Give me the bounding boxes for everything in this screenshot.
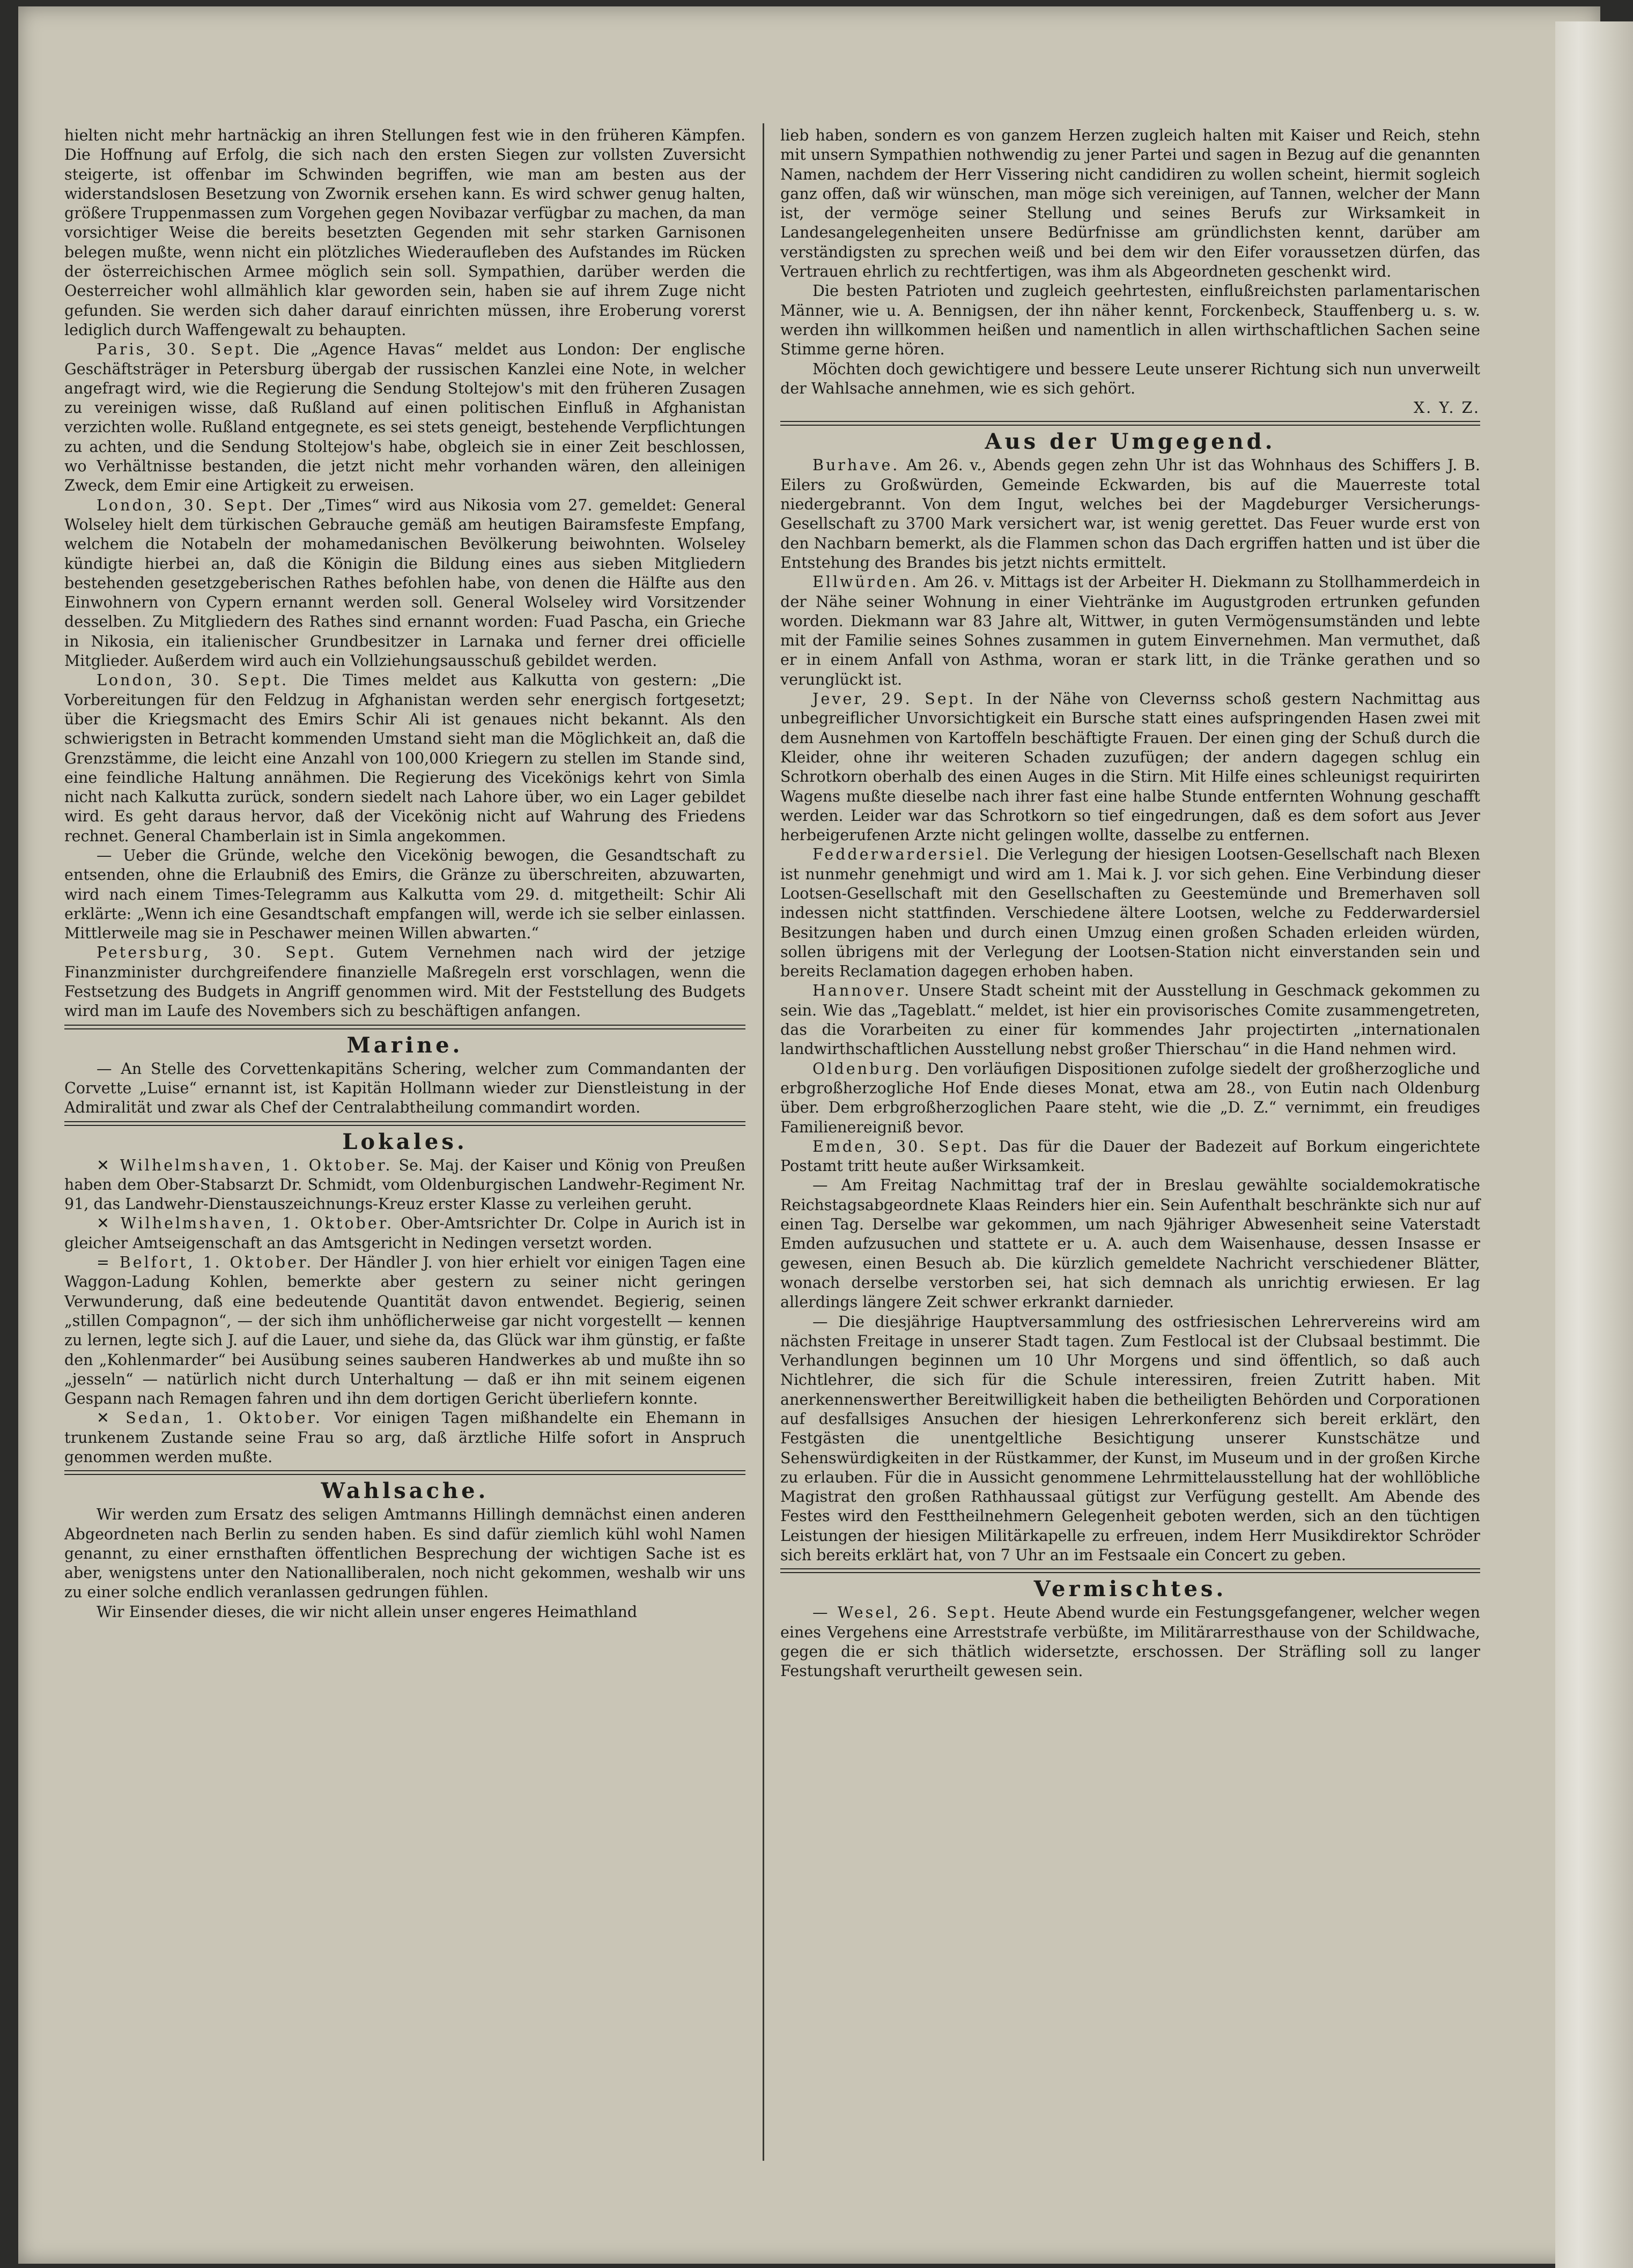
- dateline: Paris, 30. Sept.: [97, 340, 262, 359]
- article-paragraph: — An Stelle des Corvettenkapitäns Schering, welcher zum Commandanten der Corvette „Luise“ ernannt ist, ist Kapitän Hollmann wieder zur Dienstleistung in der Admiralität und zwar als Chef der Centralabtheilung commandirt worden.: [64, 1059, 745, 1117]
- left-column: [64, 126, 745, 1622]
- dateline: = Belfort, 1. Oktober.: [97, 1254, 314, 1272]
- section-rule: [780, 1568, 1480, 1573]
- dateline: Fedderwardersiel.: [812, 846, 991, 864]
- article-paragraph: London, 30. Sept. Der „Times“ wird aus Nikosia vom 27. gemeldet: General Wolseley hielt dem türkischen Gebrauche gemäß am heutigen Bairamsfeste Empfang, welchem die Notabeln der mohamedanischen Bevölkerung beiwohnten. Wolseley kündigte hierbei an, daß die Königin die Bildung eines aus sieben Mitgliedern bestehenden gesetzgeberischen Rathes befohlen habe, von denen die Hälfte aus den Einwohnern von Cypern ernannt werden soll. General Wolseley wird Vorsitzender desselben. Zu Mitgliedern des Rathes sind ernannt worden: Fuad Pascha, ein Grieche in Nikosia, ein italienischer Grundbesitzer in Larnaka und ferner drei officielle Mitglieder. Außerdem wird auch ein Vollziehungsausschuß gebildet werden.: [64, 496, 745, 670]
- section-heading-umgegend: Aus der Umgegend.: [985, 429, 1276, 455]
- article-paragraph: Wir werden zum Ersatz des seligen Amtmanns Hillingh demnächst einen anderen Abgeordneten nach Berlin zu senden haben. Es sind dafür ziemlich kühl wohl Namen genannt, zu einer ernsthaften öffentlichen Besprechung der wichtigen Sache ist es aber, wenigstens unter den Nationalliberalen, noch nicht gekommen, weshalb wir uns zu einer solche endlich veranlassen gedrungen fühlen.: [64, 1506, 745, 1602]
- dateline: Ellwürden.: [812, 573, 919, 591]
- article-paragraph: Wir Einsender dieses, die wir nicht allein unser engeres Heimathland: [97, 1603, 638, 1621]
- section-heading-marine: Marine.: [346, 1032, 463, 1058]
- section-rule: [780, 421, 1480, 426]
- dateline: London, 30. Sept.: [97, 496, 275, 514]
- article-paragraph: Paris, 30. Sept. Die „Agence Havas“ meldet aus London: Der englische Geschäftsträger in Petersburg übergab der russischen Kanzlei eine Note, in welcher angefragt wird, wie die Regierung die Sendung Stoltejow's mit den früheren Zusagen zu vereinigen wisse, daß Rußland auf einen politischen Einfluß in Afghanistan verzichten wolle. Rußland entgegnete, es sei stets geneigt, bestehende Verpflichtungen zu achten, und die Sendung Stoltejow's habe, obgleich sie in einer Zeit beschlossen, wo Verhältnisse bestanden, die jetzt nicht mehr vorhanden wären, den alleinigen Zweck, dem Emir eine Artigkeit zu erweisen.: [64, 340, 746, 495]
- article-paragraph: — Wesel, 26. Sept. Heute Abend wurde ein Festungsgefangener, welcher wegen eines Vergehens eine Arreststrafe verbüßte, im Militärarresthause von der Schildwache, gegen die er sich thätlich widersetzte, erschossen. Der Sträfling soll zu langer Festungshaft verurtheilt gewesen sein.: [780, 1604, 1480, 1680]
- section-heading-vermischtes: Vermischtes.: [1033, 1576, 1227, 1602]
- dateline: ✕ Sedan, 1. Oktober.: [97, 1409, 322, 1427]
- article-paragraph: ✕ Wilhelmshaven, 1. Oktober. Se. Maj. der Kaiser und König von Preußen haben dem Ober-Stabsarzt Dr. Schmidt, vom Oldenburgischen Landwehr-Regiment Nr. 91, das Landwehr-Dienstauszeichnungs-Kreuz erster Klasse zu verleihen geruht.: [64, 1156, 745, 1213]
- article-paragraph: ✕ Wilhelmshaven, 1. Oktober. Ober-Amtsrichter Dr. Colpe in Aurich ist in gleicher Amtseigenschaft an das Amtsgericht in Nedingen versetzt worden.: [64, 1214, 746, 1252]
- dateline: ✕ Wilhelmshaven, 1. Oktober.: [97, 1214, 394, 1233]
- dateline: Petersburg, 30. Sept.: [97, 944, 337, 962]
- article-paragraph: = Belfort, 1. Oktober. Der Händler J. von hier erhielt vor einigen Tagen eine Waggon-Ladung Kohlen, bemerkte aber gestern zu seiner nicht geringen Verwunderung, daß eine bedeutende Quantität davon entwendet. Begierig, seinen „stillen Compagnon“, — der sich ihm unhöflicherweise gar nicht vorgestellt — kennen zu lernen, legte sich J. auf die Lauer, und siehe da, das Glück war ihm günstig, er faßte den „Kohlenmarder“ bei Ausübung seines sauberen Handwerkes ab und mußte ihn so „jesseln“ — natürlich nicht durch Unterhaltung — daß er ihn mit seinem eigenen Gespann nach Remagen fahren und ihn dem dortigen Gericht überliefern konnte.: [64, 1254, 745, 1408]
- column-divider: [763, 123, 764, 2161]
- section-heading-lokales: Lokales.: [342, 1129, 468, 1154]
- section-heading-wahlsache: Wahlsache.: [321, 1478, 489, 1504]
- article-paragraph: Jever, 29. Sept. In der Nähe von Clevernss schoß gestern Nachmittag aus unbegreiflicher Unvorsichtigkeit ein Bursche statt eines aufspringenden Hasen zwei mit dem Ausnehmen von Kartoffeln beschäftigte Frauen. Der einen ging der Schuß durch die Kleider, ohne ihr weiteren Schaden zuzufügen; der andern dagegen schlug ein Schrotkorn oberhalb des einen Auges in die Stirn. Mit Hilfe eines schleunigst requirirten Wagens mußte dieselbe nach ihrer fast eine halbe Stunde entfernten Wohnung geschafft werden. Leider war das Schrotkorn so tief eingedrungen, daß es dem sofort aus Jever herbeigerufenen Arzte nicht gelingen wollte, dasselbe zu entfernen.: [780, 690, 1480, 844]
- dateline: — Wesel, 26. Sept.: [812, 1604, 998, 1622]
- section-rule: [64, 1470, 745, 1475]
- dateline: Oldenburg.: [812, 1059, 922, 1078]
- article-paragraph: Emden, 30. Sept. Das für die Dauer der Badezeit auf Borkum eingerichtete Postamt tritt heute außer Wirksamkeit.: [780, 1137, 1480, 1175]
- article-paragraph: lieb haben, sondern es von ganzem Herzen zugleich halten mit Kaiser und Reich, stehn mit unsern Sympathien nothwendig zu jener Partei und sagen in Bezug auf die genannten Namen, nachdem der Herr Vissering nicht candidiren zu wollen scheint, hiermit sogleich ganz offen, daß wir wünschen, man möge sich vereinigen, auf Tannen, welcher der Mann ist, der vermöge seiner Stellung und seines Berufs zur Wirksamkeit in Landesangelegenheiten unsere Bedürfnisse am gründlichsten kennt, darüber am verständigsten zu sprechen weiß und bei dem wir den Eifer voraussetzen dürfen, das Vertrauen ehrlich zu rechtfertigen, was ihm als Abgeordneten geschenkt wird.: [780, 127, 1480, 281]
- dateline: Hannover.: [812, 982, 912, 1000]
- dateline: Burhave.: [812, 456, 900, 475]
- article-paragraph: Hannover. Unsere Stadt scheint mit der Ausstellung in Geschmack gekommen zu sein. Wie das „Tageblatt.“ meldet, ist hier ein provisorisches Comite zusammengetreten, das die Vorarbeiten zu einer für kommendes Jahr projectirten „internationalen landwirthschaftlichen Ausstellung nebst großer Thierschau“ in die Hand nehmen wird.: [780, 982, 1480, 1058]
- dateline: Jever, 29. Sept.: [812, 690, 976, 708]
- article-paragraph: Die besten Patrioten und zugleich geehrtesten, einflußreichsten parlamentarischen Männer, wie u. A. Bennigsen, der ihn näher kennt, Forckenbeck, Stauffenberg u. s. w. werden ihn willkommen heißen und namentlich in allen wirthschaftlichen Sachen seine Stimme gerne hören.: [780, 282, 1480, 359]
- article-paragraph: Möchten doch gewichtigere und bessere Leute unserer Richtung sich nun unverweilt der Wahlsache annehmen, wie es sich gehört.: [780, 360, 1480, 397]
- signature: X. Y. Z.: [1413, 399, 1480, 417]
- dateline: London, 30. Sept.: [97, 671, 289, 690]
- article-paragraph: — Am Freitag Nachmittag traf der in Breslau gewählte socialdemokratische Reichstagsabgeordnete Klaas Reinders hier ein. Sein Aufenthalt beschränkte sich nur auf einen Tag. Derselbe war gekommen, um nach 9jähriger Abwesenheit seine Vaterstadt Emden aufzusuchen und stattete er u. A. auch dem Waisenhause, dessen Insasse er gewesen, einen Besuch ab. Die kürzlich gemeldete Nachricht verschiedener Blätter, wonach derselbe verstorben sei, hat sich demnach als unrichtig erwiesen. Er lag allerdings längere Zeit schwer erkrankt darnieder.: [780, 1176, 1480, 1311]
- article-paragraph: London, 30. Sept. Die Times meldet aus Kalkutta von gestern: „Die Vorbereitungen für den Feldzug in Afghanistan werden sehr energisch fortgesetzt; über die Kriegsmacht des Emirs Schir Ali ist genaues nicht bekannt. Als den schwierigsten in Betracht kommenden Umstand sieht man die Möglichkeit an, daß die Grenzstämme, die leicht eine Anzahl von 100,000 Kriegern zu stellen im Stande sind, eine feindliche Haltung annähmen. Die Regierung des Vicekönigs kehrt von Simla nicht nach Kalkutta zurück, sondern siedelt nach Lahore über, wo ein Lager gebildet wird. Es geht daraus hervor, daß der Vicekönig nicht auf Wahrung des Friedens rechnet. General Chamberlain ist in Simla angekommen.: [64, 671, 745, 845]
- article-paragraph: hielten nicht mehr hartnäckig an ihren Stellungen fest wie in den früheren Kämpfen. Die Hoffnung auf Erfolg, die sich nach den ersten Siegen zur vollsten Zuversicht steigerte, ist offenbar im Schwinden begriffen, wie man am besten aus der widerstandslosen Besetzung von Zwornik ersehen kann. Es wird schwer genug halten, größere Truppenmassen zum Vorgehen gegen Novibazar verfügbar zu machen, da man vorsichtiger Weise die bereits besetzten Gegenden mit sehr starken Garnisonen belegen mußte, wenn nicht ein plötzliches Wiederaufleben des Aufstandes im Rücken der österreichischen Armee möglich sein soll. Sympathien, darüber werden die Oesterreicher wohl allmählich klar geworden sein, haben sie auf ihrem Zuge nicht gefunden. Sie werden sich daher darauf einrichten müssen, ihre Eroberung vorerst lediglich durch Waffengewalt zu behaupten.: [64, 127, 745, 339]
- article-paragraph: Petersburg, 30. Sept. Gutem Vernehmen nach wird der jetzige Finanzminister durchgreifendere finanzielle Maßregeln erst vorschlagen, wenn die Festsetzung des Budgets in Angriff genommen wird. Mit der Feststellung des Budgets wird man im Laufe des Novembers sich zu beschäftigen anfangen.: [64, 944, 745, 1020]
- section-rule: [64, 1025, 745, 1029]
- article-paragraph: Ellwürden. Am 26. v. Mittags ist der Arbeiter H. Diekmann zu Stollhammerdeich in der Nähe seiner Wohnung in einer Viehtränke im Augustgroden ertrunken gefunden worden. Diekmann war 83 Jahre alt, Wittwer, in guten Vermögensumständen und lebte mit der Familie seines Sohnes zusammen in gutem Einvernehmen. Man vermuthet, daß er in einem Anfall von Asthma, woran er stark litt, in die Tränke gerathen und so verunglückt ist.: [780, 573, 1480, 688]
- article-paragraph: Oldenburg. Den vorläufigen Dispositionen zufolge siedelt der großherzogliche und erbgroßherzogliche Hof Ende dieses Monat, etwa am 28., von Eutin nach Oldenburg über. Dem erbgroßherzoglichen Paare steht, wie die „D. Z.“ vernimmt, ein freudiges Familienereigniß bevor.: [780, 1059, 1480, 1136]
- article-paragraph: Burhave. Am 26. v., Abends gegen zehn Uhr ist das Wohnhaus des Schiffers J. B. Eilers zu Großwürden, Gemeinde Eckwarden, bis auf die Mauerreste total niedergebrannt. Von dem Ingut, welches bei der Magdeburger Versicherungs-Gesellschaft zu 3700 Mark versichert war, ist wenig gerettet. Das Feuer wurde erst von den Nachbarn bemerkt, als die Flammen schon das Dach ergriffen hatten und ist über die Entstehung des Brandes bis jetzt nichts ermittelt.: [780, 456, 1480, 572]
- article-paragraph: — Die diesjährige Hauptversammlung des ostfriesischen Lehrervereins wird am nächsten Freitage in unserer Stadt tagen. Zum Festlocal ist der Clubsaal bestimmt. Die Verhandlungen beginnen um 10 Uhr Morgens und sind öffentlich, so daß auch Nichtlehrer, die sich für die Schule interessiren, freien Zutritt haben. Mit anerkennenswerther Bereitwilligkeit haben die betheiligten Behörden und Corporationen auf desfallsiges Ansuchen der hiesigen Lehrerkonferenz sich bereit erklärt, den Festgästen die unentgeltliche Besichtigung unserer Kunstschätze und Sehenswürdigkeiten in der Rüstkammer, der Kunst, im Museum und in der großen Kirche zu erlauben. Für die in Aussicht genommene Lehrmittelausstellung hat der wohllöbliche Magistrat den großen Rathhaussaal gütigst zur Verfügung gestellt. Am Abende des Festes wird den Festtheilnehmern Gelegenheit geboten werden, sich an den tüchtigen Leistungen der hiesigen Militärkapelle zu erfreuen, indem Herr Musikdirektor Schröder sich bereits erklärt hat, von 7 Uhr an im Festsaale ein Concert zu geben.: [780, 1313, 1480, 1565]
- article-paragraph: ✕ Sedan, 1. Oktober. Vor einigen Tagen mißhandelte ein Ehemann in trunkenem Zustande seine Frau so arg, daß ärztliche Hilfe sofort in Anspruch genommen werden mußte.: [64, 1409, 745, 1466]
- right-column: [780, 126, 1480, 1681]
- article-paragraph: — Ueber die Gründe, welche den Vicekönig bewogen, die Gesandtschaft zu entsenden, ohne die Erlaubniß des Emirs, die Gränze zu überschreiten, abzuwarten, wird nach einem Times-Telegramm aus Kalkutta vom 29. d. mitgetheilt: Schir Ali erklärte: „Wenn ich eine Gesandtschaft empfangen will, werde ich sie selber einlassen. Mittlerweile mag sie in Peschawer meinen Willen abwarten.“: [64, 846, 745, 943]
- page-edge: [1555, 21, 1633, 2268]
- dateline: ✕ Wilhelmshaven, 1. Oktober.: [97, 1156, 393, 1174]
- dateline: Emden, 30. Sept.: [812, 1137, 989, 1155]
- article-paragraph: Fedderwardersiel. Die Verlegung der hiesigen Lootsen-Gesellschaft nach Blexen ist nunmehr genehmigt und wird am 1. Mai k. J. vor sich gehen. Eine Verbindung dieser Lootsen-Gesellschaft mit den Gesellschaften zu Geestemünde und Bremerhaven soll indessen nicht stattfinden. Verschiedene ältere Lootsen, welche zu Fedderwardersiel Besitzungen haben und durch einen Umzug einen großen Schaden erleiden würden, sollen übrigens mit der Verlegung der Lootsen-Station nicht einverstanden sein und bereits Reclamation dagegen erhoben haben.: [780, 846, 1480, 981]
- section-rule: [64, 1121, 745, 1126]
